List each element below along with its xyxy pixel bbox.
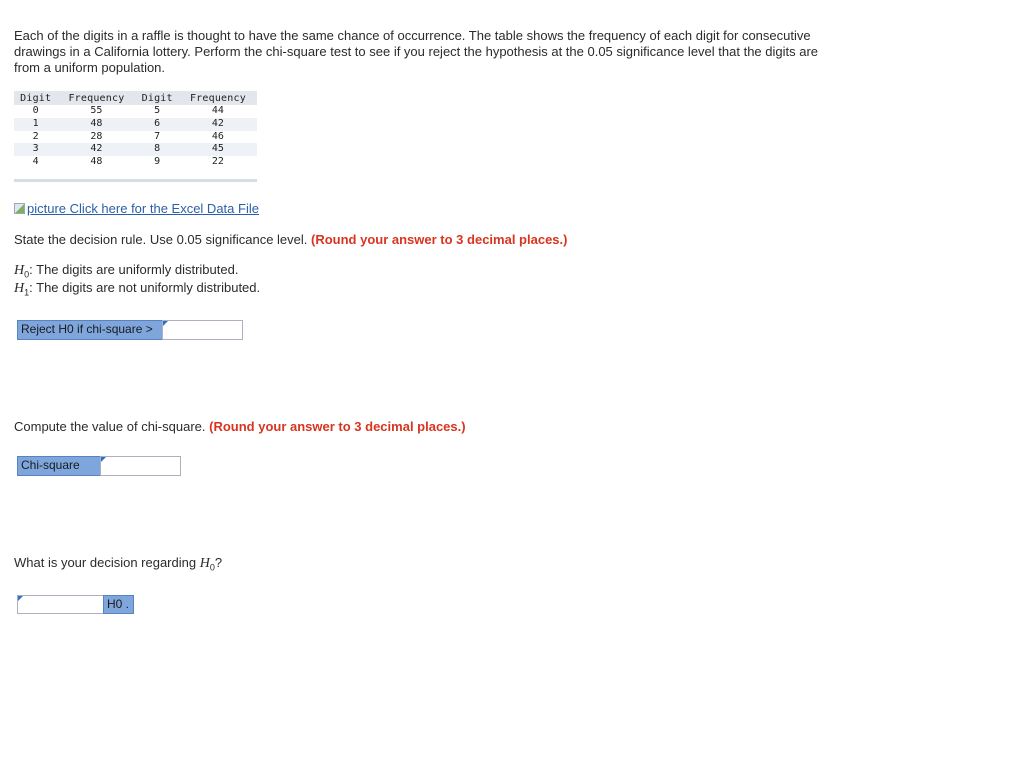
chi-square-input[interactable] <box>100 456 181 476</box>
table-cell: 44 <box>211 105 224 116</box>
hypothesis-subscript: 1 <box>24 287 30 298</box>
table-row <box>14 143 257 156</box>
table-row <box>14 118 257 131</box>
input-marker-icon <box>101 457 106 462</box>
broken-image-icon <box>14 203 25 214</box>
table-cell: 9 <box>154 156 161 168</box>
question-text: State the decision rule. Use 0.05 significance level. <box>14 232 308 247</box>
column-header: Frequency <box>179 91 257 105</box>
hypothesis-subscript: 0 <box>209 562 215 573</box>
table-cell: 42 <box>179 118 257 131</box>
table-row <box>14 105 257 118</box>
question-decision <box>14 555 222 573</box>
hypothesis-subscript: 0 <box>24 269 30 280</box>
table-cell: 7 <box>154 130 161 142</box>
null-hypothesis <box>14 262 238 280</box>
image-alt-text: picture <box>27 201 67 216</box>
column-header: Digit <box>135 91 178 105</box>
hypothesis-symbol: H <box>199 556 210 571</box>
table-cell: 46 <box>211 130 224 142</box>
table-cell: 55 <box>90 105 103 116</box>
table-row <box>14 131 257 144</box>
table-cell: 42 <box>57 143 135 156</box>
decision-rule-input[interactable] <box>162 320 243 340</box>
table-cell: 45 <box>179 143 257 156</box>
question-chi-square <box>14 419 466 434</box>
alternative-hypothesis <box>14 280 260 298</box>
rounding-note: (Round your answer to 3 decimal places.) <box>209 419 466 434</box>
table-cell: 1 <box>14 118 57 131</box>
excel-link-label: Click here for the Excel Data File <box>69 201 259 216</box>
excel-data-link[interactable] <box>27 201 259 216</box>
problem-intro: Each of the digits in a raffle is thought to have the same chance of occurrence. The table shows the frequency of each digit for consecutive drawings in a California lottery. Perform the chi-square test to see if you reject the hypothesis at the 0.05 significance level that the digits are from a uniform population. <box>14 28 819 75</box>
question-text: What is your decision regarding <box>14 555 200 570</box>
column-header: Digit <box>14 91 57 105</box>
hypothesis-text: : The digits are not uniformly distributed. <box>29 280 261 295</box>
chi-square-label: Chi-square <box>17 456 101 476</box>
hypothesis-symbol: H <box>14 263 25 278</box>
input-marker-icon <box>163 321 168 326</box>
frequency-table <box>14 91 257 182</box>
table-cell: 5 <box>154 105 161 116</box>
question-mark: ? <box>214 555 223 570</box>
question-decision-rule <box>14 232 567 247</box>
table-cell: 22 <box>211 156 224 168</box>
table-row <box>14 156 257 180</box>
hypothesis-symbol: H <box>14 281 25 296</box>
rounding-note: (Round your answer to 3 decimal places.) <box>311 232 568 247</box>
table-header-row <box>14 91 257 105</box>
decision-rule-label: Reject H0 if chi-square > <box>17 320 163 340</box>
table-cell: 4 <box>32 156 39 168</box>
table-cell: 0 <box>32 105 39 116</box>
table-cell: 3 <box>14 143 57 156</box>
dropdown-marker-icon <box>18 596 23 601</box>
hypothesis-text: : The digits are uniformly distributed. <box>29 262 239 277</box>
table-cell: 48 <box>57 118 135 131</box>
table-cell: 8 <box>135 143 178 156</box>
table-cell: 2 <box>32 130 39 142</box>
table-cell: 28 <box>90 130 103 142</box>
table-cell: 48 <box>90 156 103 168</box>
table-cell: 6 <box>135 118 178 131</box>
decision-dropdown[interactable] <box>17 595 104 614</box>
excel-data-link-row <box>14 201 259 216</box>
question-text: Compute the value of chi-square. <box>14 419 206 434</box>
decision-suffix-label: H0 . <box>103 595 134 614</box>
column-header: Frequency <box>57 91 135 105</box>
